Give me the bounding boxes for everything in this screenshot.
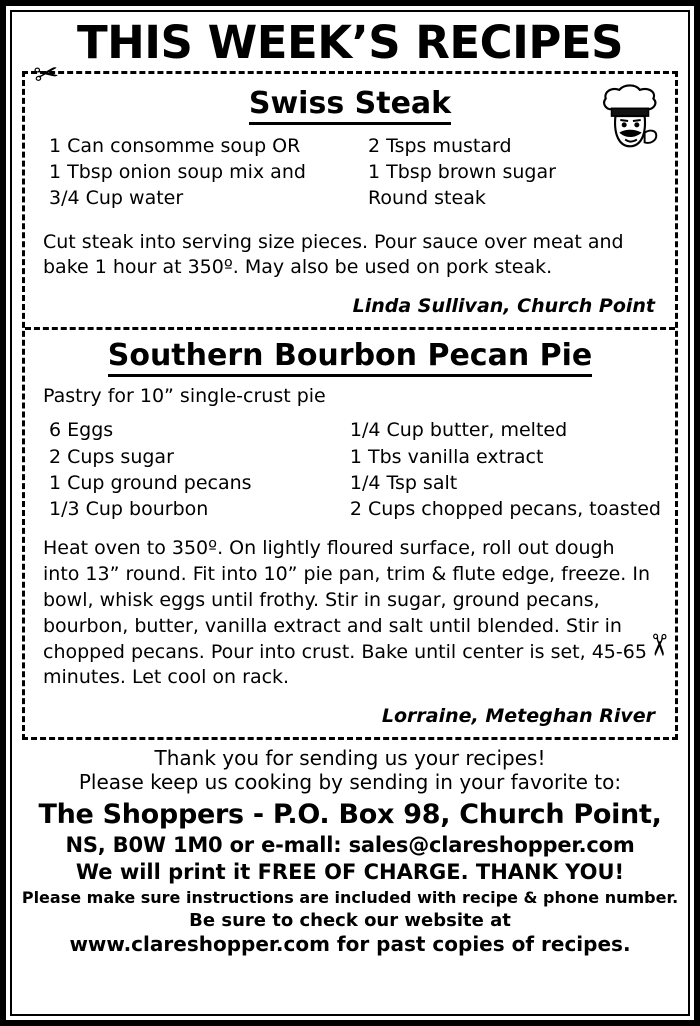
footer-website-prompt: Be sure to check our website at <box>189 910 511 932</box>
ingredient-item: 3/4 Cup water <box>49 187 184 210</box>
footer-invite: Please keep us cooking by sending in your favorite to: <box>78 770 622 795</box>
recipe-credit: Lorraine, Meteghan River <box>381 705 655 728</box>
recipe-title-text: Southern Bourbon Pecan Pie <box>108 338 593 377</box>
recipe-divider <box>25 327 675 330</box>
footer-free-of-charge: We will print it FREE OF CHARGE. THANK YOU! <box>75 859 625 884</box>
ingredients-right <box>332 417 661 522</box>
scissors-icon: ✂ <box>640 631 676 659</box>
recipe-title <box>39 86 661 121</box>
footer-instructions-note: Please make sure instructions are included with recipe & phone number. <box>21 887 679 907</box>
ingredient-item: 1 Tbsp brown sugar <box>368 161 556 184</box>
ingredient-item: Round steak <box>368 187 486 210</box>
recipe-southern-bourbon-pecan-pie <box>39 338 661 727</box>
footer <box>18 746 682 956</box>
ingredient-item: 1/4 Cup butter, melted <box>349 419 568 442</box>
recipe-method <box>39 230 661 282</box>
recipe-title <box>39 338 661 373</box>
recipe-method-text: Cut steak into serving size pieces. Pour sauce over meat and bake 1 hour at 350º. May also be used on pork steak. <box>43 230 624 279</box>
chef-mascot-icon <box>592 84 670 156</box>
recipes-coupon-box <box>22 71 678 740</box>
recipe-method-text: Heat oven to 350º. On lightly floured surface, roll out dough into 13” round. Fit into 10” pie pan, trim & flute edge, freeze. In bowl, whisk eggs until frothy. Stir in sugar, ground pecans, bourbon, butter, vanilla extract and salt until blended. Stir in chopped pecans. Pour into crust. Bake until center is set, 45-65 minutes. Let cool on rack. <box>43 537 650 689</box>
ingredient-item: 2 Cups chopped pecans, toasted <box>349 497 661 520</box>
page-inner-border <box>10 10 690 1016</box>
ingredient-item: 1/4 Tsp salt <box>349 471 458 494</box>
recipe-credit: Linda Sullivan, Church Point <box>352 295 655 318</box>
recipe-swiss-steak <box>39 86 661 317</box>
ingredient-item: 1 Can consomme soup OR <box>49 135 301 157</box>
recipe-title-text: Swiss Steak <box>249 86 451 125</box>
ingredient-item: 1 Tbsp onion soup mix and <box>49 161 306 184</box>
page-title: THIS WEEK’S RECIPES <box>76 16 624 69</box>
ingredient-item: 1 Tbs vanilla extract <box>349 445 544 468</box>
ingredient-item: 1 Cup ground pecans <box>49 471 252 494</box>
ingredients-columns <box>39 133 661 212</box>
recipe-intro: Pastry for 10” single-crust pie <box>43 385 326 408</box>
footer-address-line: The Shoppers - P.O. Box 98, Church Point, <box>38 799 662 831</box>
ingredients-columns <box>39 417 661 522</box>
recipe-method <box>39 536 661 691</box>
ingredients-left <box>39 133 342 212</box>
ingredient-item: 2 Cups sugar <box>49 445 174 468</box>
scissors-icon: ✂ <box>31 55 62 94</box>
footer-email-line: NS, B0W 1M0 or e-mall: sales@clareshopper.com <box>65 832 635 857</box>
ingredient-item: 2 Tsps mustard <box>368 135 512 157</box>
ingredient-item: 6 Eggs <box>49 419 114 442</box>
ingredient-item: 1/3 Cup bourbon <box>49 497 209 520</box>
footer-thank-you: Thank you for sending us your recipes! <box>154 746 546 771</box>
ingredients-left <box>39 417 332 522</box>
footer-website-url: www.clareshopper.com for past copies of recipes. <box>69 931 631 956</box>
